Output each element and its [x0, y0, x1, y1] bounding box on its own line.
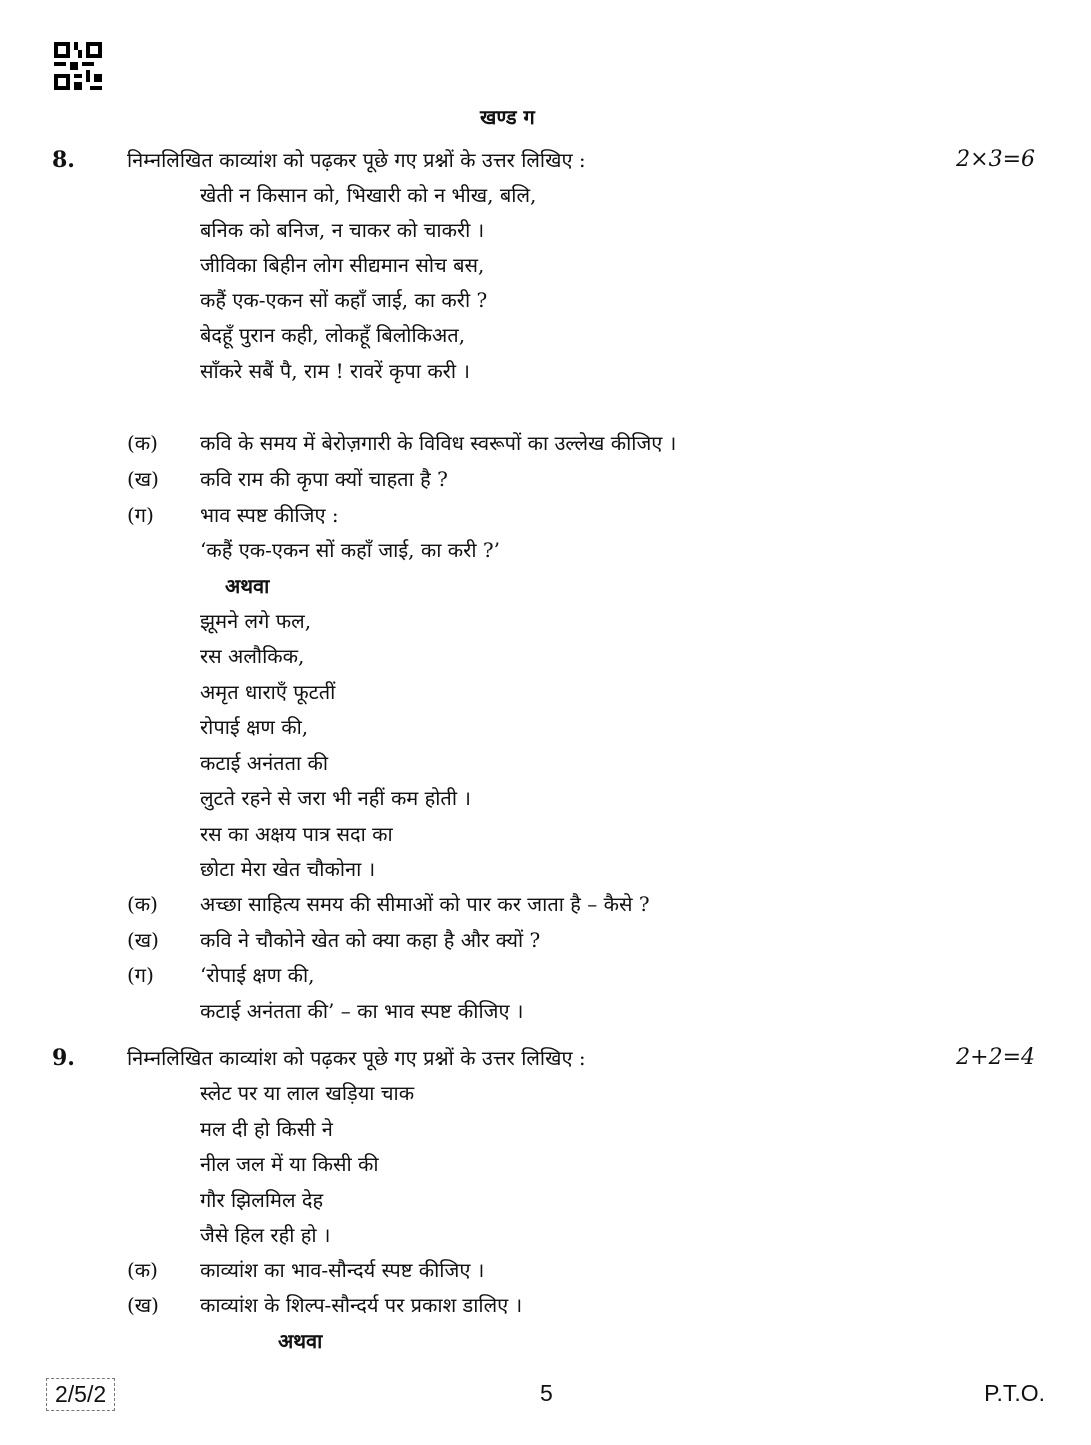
- question-marks: 2+2=4: [956, 1045, 1035, 1070]
- or-label: अथवा: [225, 574, 270, 598]
- question-number: 9.: [52, 1045, 75, 1071]
- poem-line: बनिक को बनिज, न चाकर को चाकरी ।: [200, 218, 485, 242]
- poem-line: नील जल में या किसी की: [200, 1152, 379, 1176]
- sub-question-text: ‘रोपाई क्षण की,: [200, 963, 315, 987]
- sub-question-label: (ग): [127, 963, 154, 987]
- poem-line: झूमने लगे फल,: [200, 609, 312, 633]
- paper-code: 2/5/2: [46, 1378, 115, 1411]
- poem-line: मल दी हो किसी ने: [200, 1117, 333, 1141]
- section-title: खण्ड ग: [480, 105, 535, 129]
- poem-line: जीविका बिहीन लोग सीद्यमान सोच बस,: [200, 253, 485, 277]
- or-label: अथवा: [278, 1329, 323, 1353]
- question-marks: 2×3=6: [956, 147, 1035, 172]
- page-number: 5: [540, 1380, 553, 1406]
- sub-question-text: ‘कहैं एक-एकन सों कहाँ जाई, का करी ?’: [200, 538, 500, 562]
- poem-line: लुटते रहने से जरा भी नहीं कम होती ।: [200, 786, 471, 810]
- poem-line: रस अलौकिक,: [200, 644, 305, 668]
- sub-question-label: (क): [127, 892, 158, 916]
- sub-question-text: काव्यांश के शिल्प-सौन्दर्य पर प्रकाश डालिए ।: [200, 1293, 523, 1317]
- sub-question-text: कवि राम की कृपा क्यों चाहता है ?: [200, 467, 448, 491]
- sub-question-text: भाव स्पष्ट कीजिए :: [200, 503, 339, 527]
- poem-line: रोपाई क्षण की,: [200, 715, 309, 739]
- sub-question-text: कवि के समय में बेरोज़गारी के विविध स्वरूपों का उल्लेख कीजिए ।: [200, 431, 677, 455]
- sub-question-label: (ग): [127, 503, 154, 527]
- question-number: 8.: [52, 147, 75, 173]
- pto-label: P.T.O.: [984, 1380, 1045, 1406]
- poem-line: साँकरे सबैं पै, राम ! रावरें कृपा करी ।: [200, 359, 470, 383]
- poem-line: छोटा मेरा खेत चौकोना ।: [200, 857, 376, 881]
- sub-question-text: अच्छा साहित्य समय की सीमाओं को पार कर जाता है – कैसे ?: [200, 892, 650, 916]
- poem-line: जैसे हिल रही हो ।: [200, 1223, 331, 1247]
- poem-line: बेदहूँ पुरान कही, लोकहूँ बिलोकिअत,: [200, 323, 466, 347]
- sub-question-label: (क): [127, 1258, 158, 1282]
- poem-line: अमृत धाराएँ फूटतीं: [200, 680, 336, 704]
- qr-code: [54, 42, 102, 90]
- poem-line: कहैं एक-एकन सों कहाँ जाई, का करी ?: [200, 288, 488, 312]
- sub-question-text: कटाई अनंतता की’ – का भाव स्पष्ट कीजिए ।: [200, 999, 524, 1023]
- question-instruction: निम्नलिखित काव्यांश को पढ़कर पूछे गए प्रश्नों के उत्तर लिखिए :: [127, 1046, 586, 1070]
- sub-question-label: (ख): [127, 467, 159, 491]
- poem-line: कटाई अनंतता की: [200, 751, 329, 775]
- sub-question-label: (ख): [127, 928, 159, 952]
- poem-line: स्लेट पर या लाल खड़िया चाक: [200, 1081, 415, 1105]
- sub-question-label: (क): [127, 431, 158, 455]
- sub-question-text: काव्यांश का भाव-सौन्दर्य स्पष्ट कीजिए ।: [200, 1258, 485, 1282]
- poem-line: खेती न किसान को, भिखारी को न भीख, बलि,: [200, 183, 537, 207]
- question-instruction: निम्नलिखित काव्यांश को पढ़कर पूछे गए प्रश्नों के उत्तर लिखिए :: [127, 148, 586, 172]
- poem-line: रस का अक्षय पात्र सदा का: [200, 822, 393, 846]
- sub-question-label: (ख): [127, 1293, 159, 1317]
- poem-line: गौर झिलमिल देह: [200, 1188, 324, 1212]
- sub-question-text: कवि ने चौकोने खेत को क्या कहा है और क्यों ?: [200, 928, 541, 952]
